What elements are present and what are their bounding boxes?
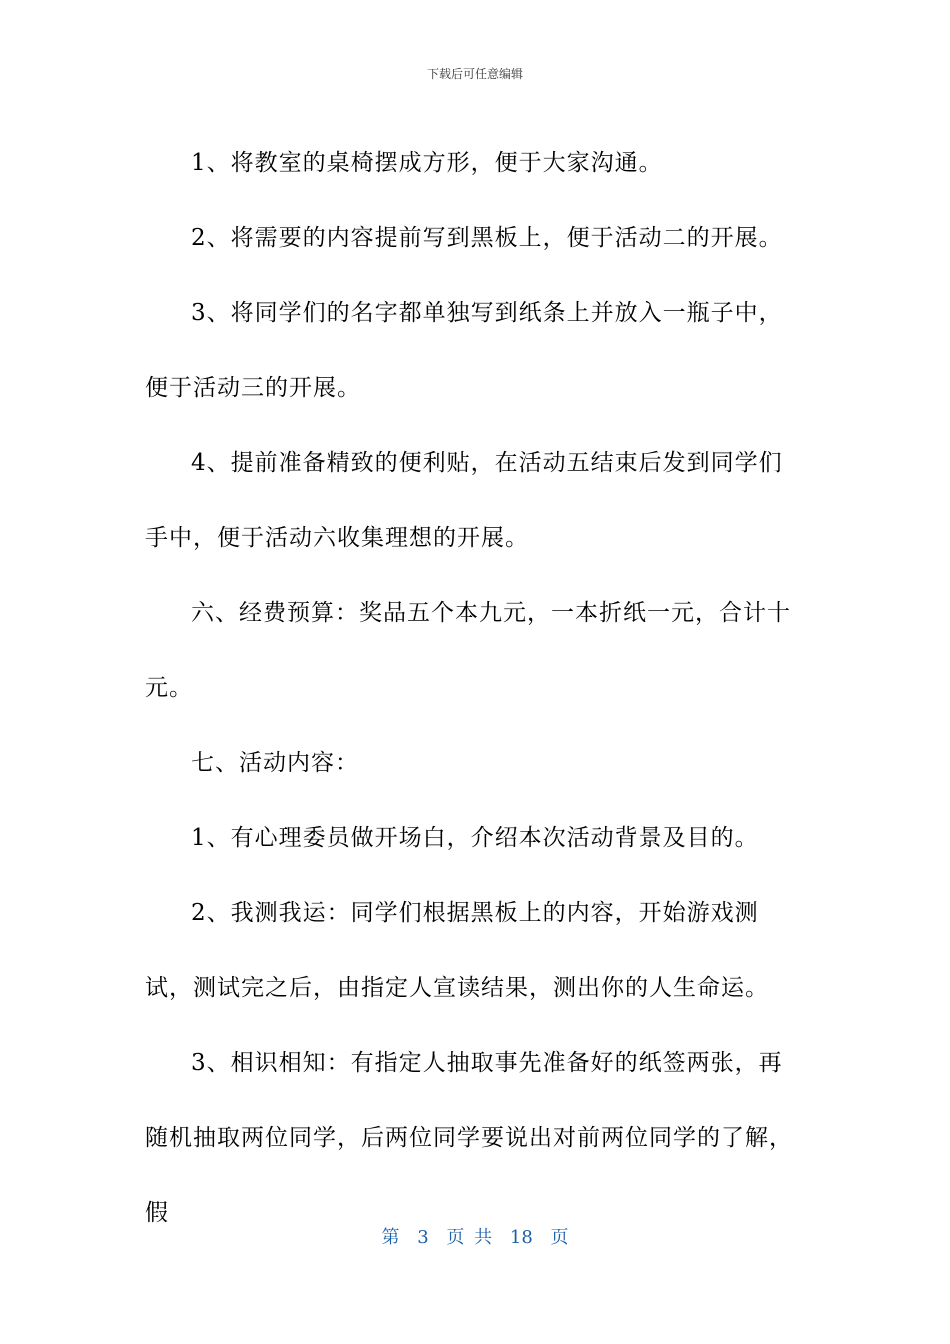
footer-current-page: 3: [417, 1227, 429, 1248]
page-header: [0, 66, 950, 82]
paragraph-4: 4、提前准备精致的便利贴，在活动五结束后发到同学们手中，便于活动六收集理想的开展。: [145, 450, 783, 551]
document-body: [145, 126, 805, 1251]
paragraph-2: 2、将需要的内容提前写到黑板上，便于活动二的开展。: [191, 225, 783, 251]
footer-suffix: 页: [550, 1227, 569, 1248]
footer-total-pages: 18: [509, 1227, 533, 1248]
header-note: 下载后可任意编辑: [426, 67, 523, 81]
footer-middle: 页 共: [446, 1227, 493, 1248]
paragraph-7: 1、有心理委员做开场白，介绍本次活动背景及目的。: [191, 825, 759, 851]
paragraph-1: 1、将教室的桌椅摆成方形，便于大家沟通。: [191, 150, 663, 176]
paragraph-5: 六、经费预算：奖品五个本九元，一本折纸一元，合计十元。: [145, 600, 791, 701]
paragraph-3: 3、将同学们的名字都单独写到纸条上并放入一瓶子中，便于活动三的开展。: [145, 300, 783, 401]
paragraph-8: 2、我测我运：同学们根据黑板上的内容，开始游戏测试，测试完之后，由指定人宣读结果，测出你的人生命运。: [145, 900, 769, 1001]
paragraph-6: 七、活动内容：: [191, 750, 359, 776]
page-footer: [0, 1224, 950, 1252]
footer-prefix: 第: [381, 1227, 400, 1248]
paragraph-9: 3、相识相知：有指定人抽取事先准备好的纸签两张，再随机抽取两位同学，后两位同学要说出对前两位同学的了解，假: [145, 1050, 793, 1226]
